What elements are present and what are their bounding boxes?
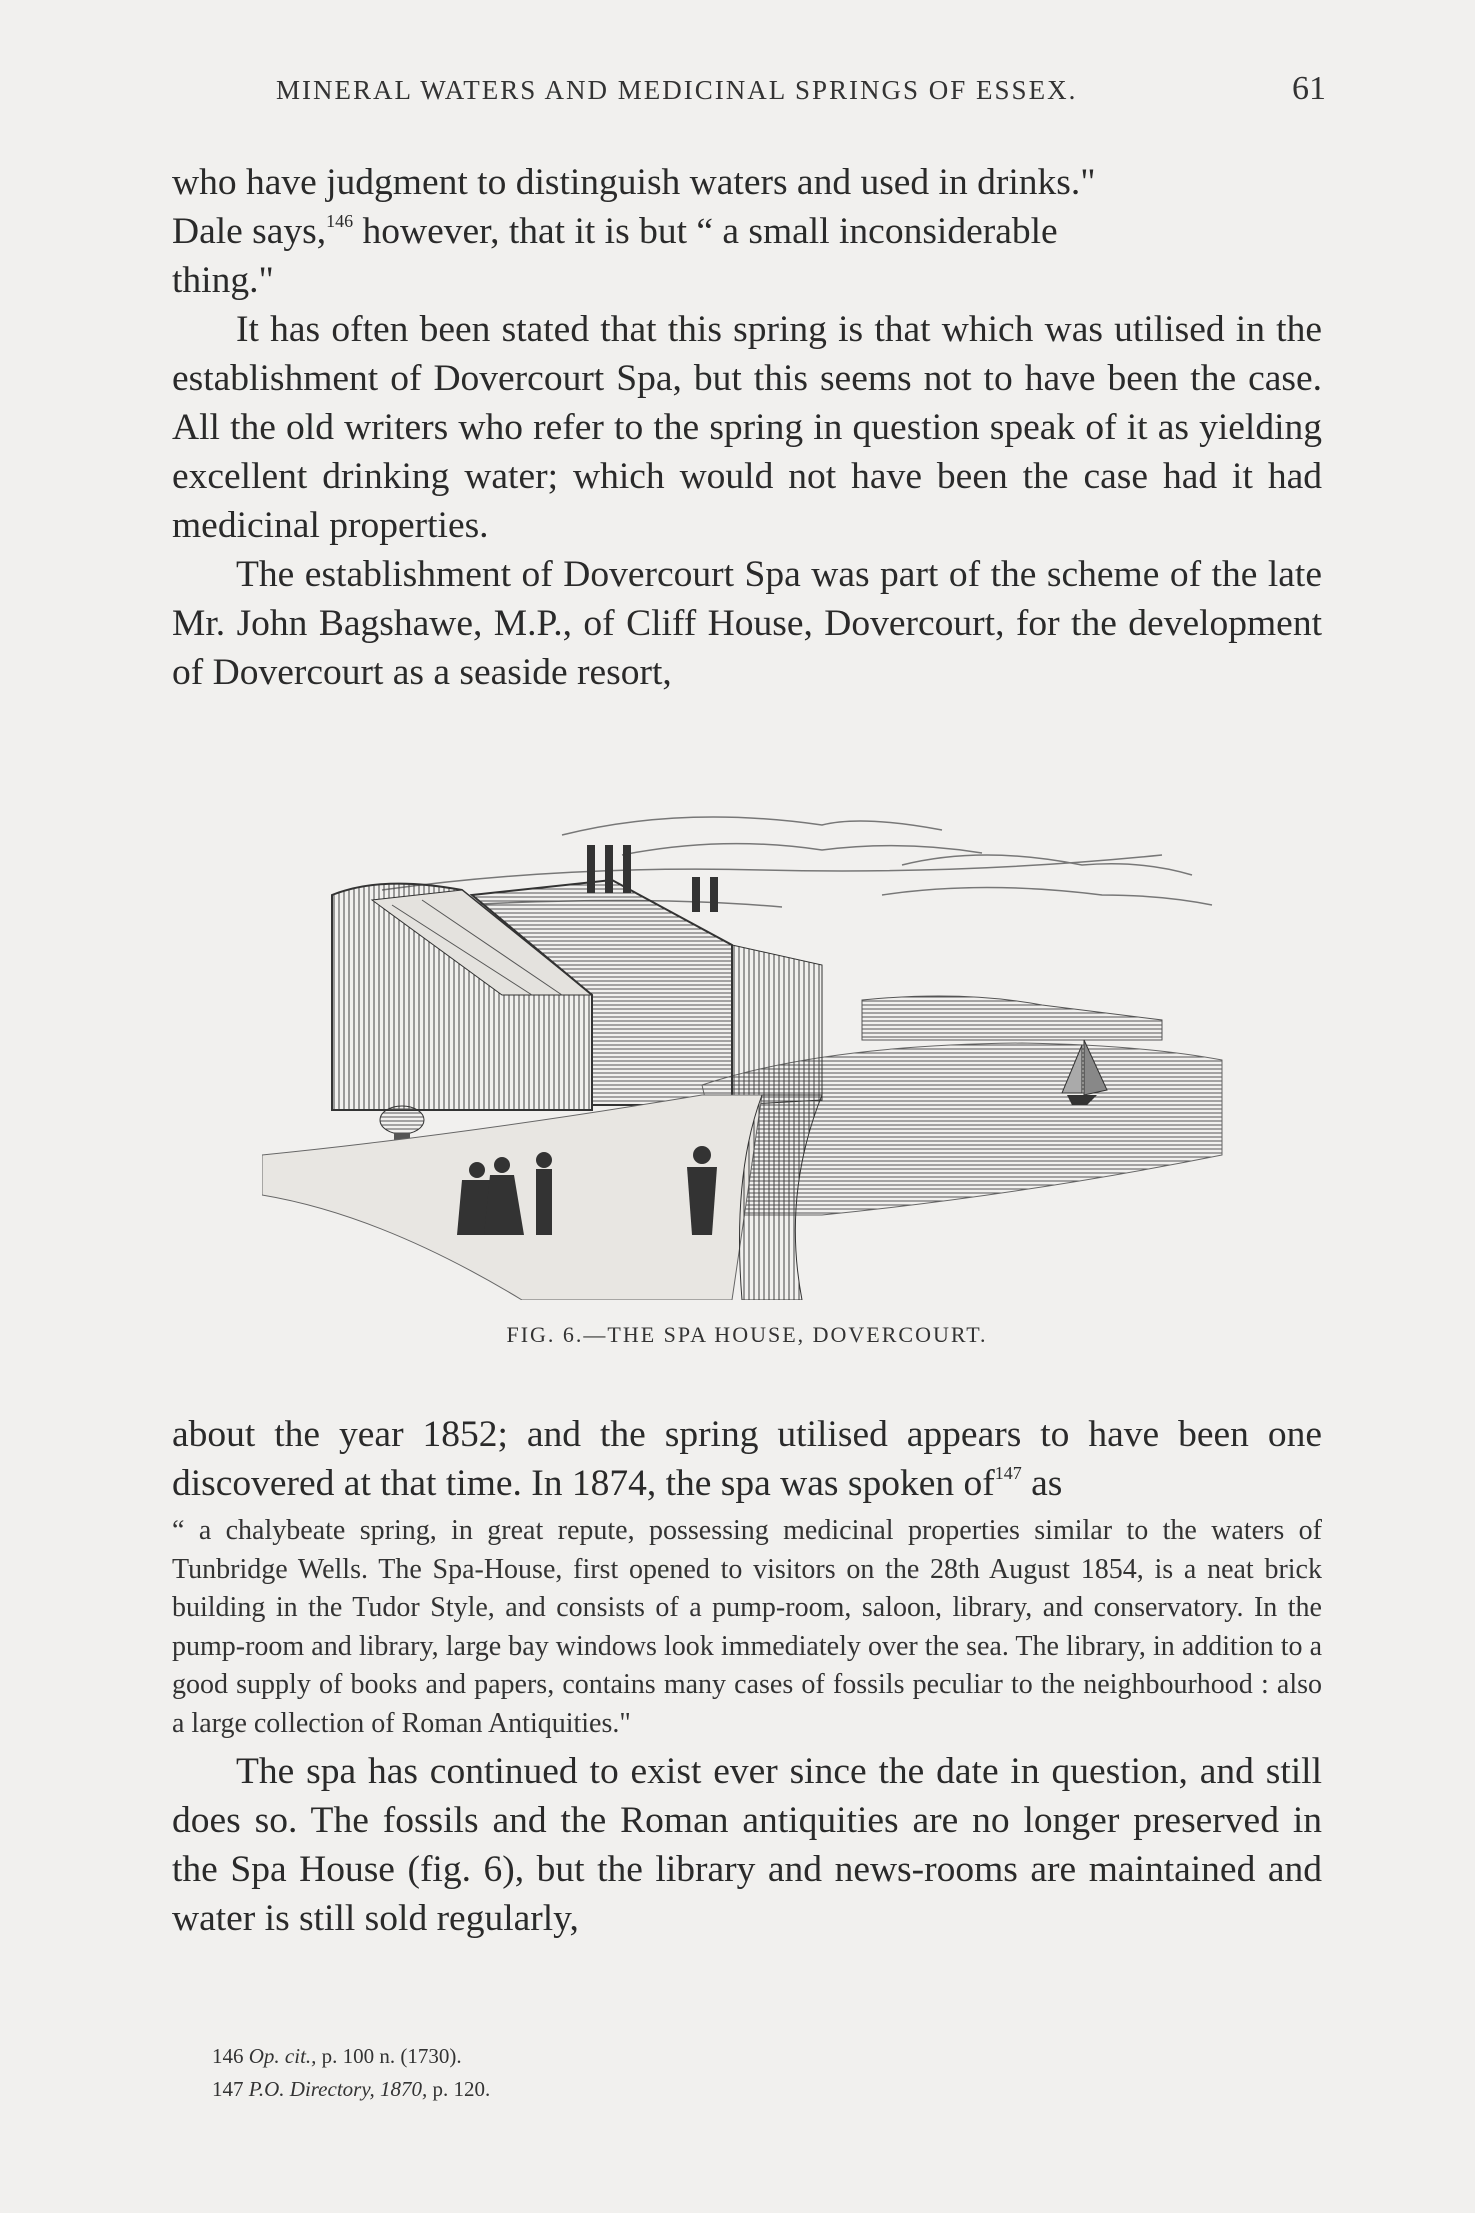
footnote-ref-146[interactable]: 146 — [326, 211, 354, 231]
footnote-ref-147[interactable]: 147 — [994, 1463, 1022, 1483]
para1-line2a: Dale says, — [172, 211, 327, 252]
paragraph-5: The spa has continued to exist ever since the date in question, and still does so. The fossils and the Roman antiquities are no longer preserved in the Spa House (fig. 6), but the library and news-rooms are maintained and water is still sold regularly, — [172, 1751, 1322, 1939]
paragraph-1 — [172, 158, 1322, 305]
footnote-cite: P.O. Directory, 1870, — [248, 2077, 428, 2101]
para4-as: as — [1021, 1463, 1063, 1504]
page-number: 61 — [1292, 70, 1326, 107]
footnote-number: 147 — [212, 2077, 244, 2101]
footnote-rest: p. 120. — [427, 2077, 491, 2101]
para1-line3: thing." — [172, 260, 274, 301]
paragraph-3: The establishment of Dovercourt Spa was part of the scheme of the late Mr. John Bagshawe, M.P., of Cliff House, Dovercourt, for the development of Dovercourt as a seaside resort, — [172, 554, 1322, 693]
running-head — [276, 70, 1326, 108]
text-block-top — [172, 158, 1322, 697]
running-title: MINERAL WATERS AND MEDICINAL SPRINGS OF ESSEX. — [276, 75, 1078, 105]
footnote-rest: p. 100 n. (1730). — [316, 2044, 462, 2068]
para1-line1: who have judgment to distinguish waters and used in drinks." — [172, 162, 1096, 203]
paragraph-4 — [172, 1410, 1322, 1508]
footnote-146 — [212, 2040, 490, 2073]
text-block-bottom — [172, 1410, 1322, 1943]
footnote-147 — [212, 2073, 490, 2106]
engraving-illustration — [262, 795, 1242, 1300]
paragraph-2: It has often been stated that this spring is that which was utilised in the establishment of Dovercourt Spa, but this seems not to have been the case. All the old writers who refer to the spring in question speak of it as yielding excellent drinking water; which would not have been the case had it had medicinal properties. — [172, 309, 1322, 546]
para4-text: about the year 1852; and the spring utilised appears to have been one discovered at that time. In 1874, the spa was spoken of — [172, 1414, 1322, 1504]
figure-caption: FIG. 6.—THE SPA HOUSE, DOVERCOURT. — [506, 1322, 988, 1347]
para1-line2b: however, that it is but “ a small inconsiderable — [353, 211, 1058, 252]
footnotes — [212, 2040, 490, 2106]
spa-house-engraving — [262, 795, 1242, 1300]
quotation-block: “ a chalybeate spring, in great repute, possessing medicinal properties similar to the waters of Tunbridge Wells. The Spa-House, first opened to visitors on the 28th August 1854, is a neat brick building in the Tudor Style, and consists of a pump-room, saloon, library, and conservatory. In the pump-room and library, large bay windows look immediately over the sea. The library, in addition to a good supply of books and papers, contains many cases of fossils peculiar to the neighbourhood : also a large collection of Roman Antiquities." — [172, 1515, 1322, 1739]
distant-cliffs — [862, 996, 1162, 1040]
footnote-number: 146 — [212, 2044, 244, 2068]
footnote-cite: Op. cit., — [248, 2044, 317, 2068]
